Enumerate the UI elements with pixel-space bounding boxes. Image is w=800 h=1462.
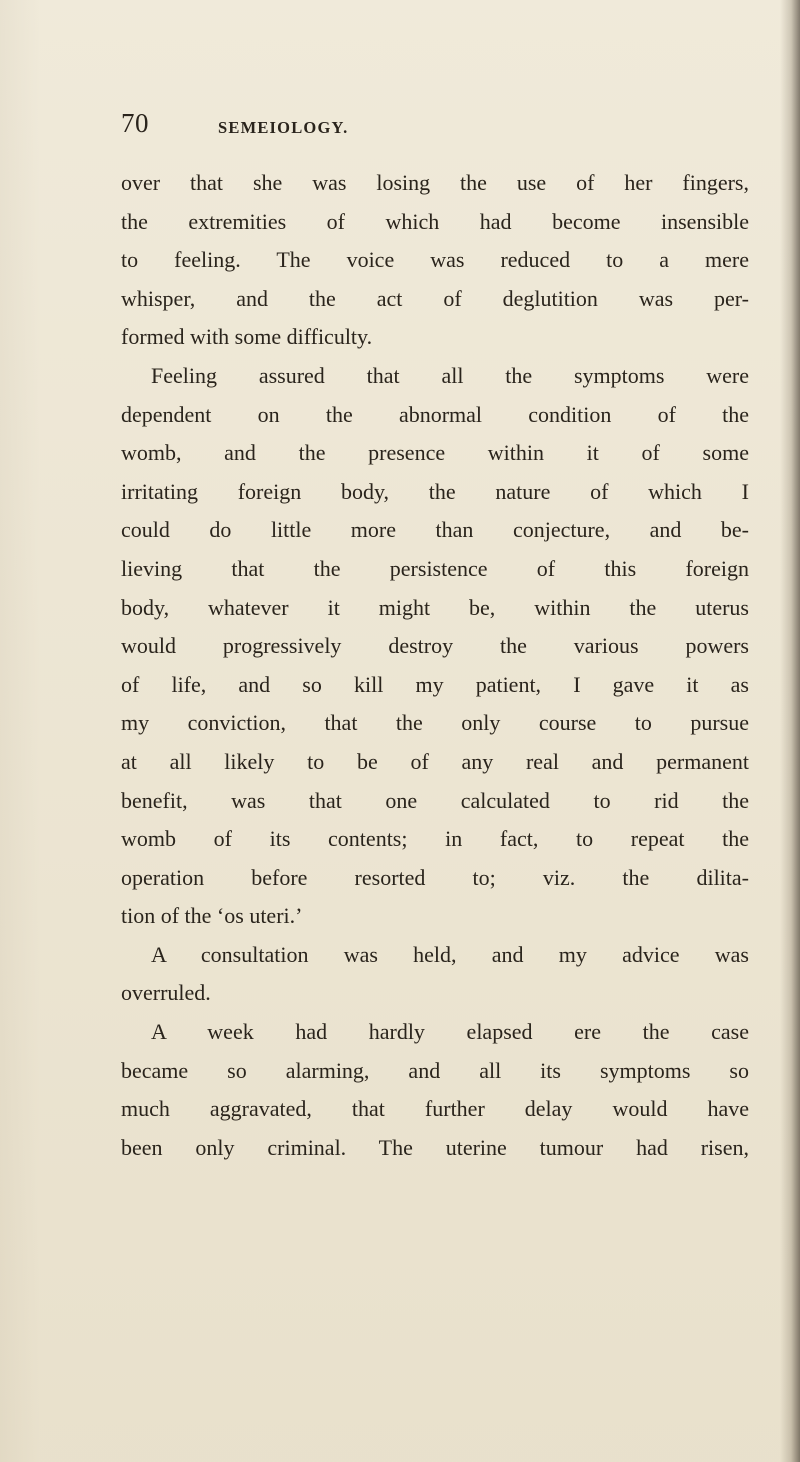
text-line: womb, and the presence within it of some	[121, 440, 749, 466]
text-line: to feeling. The voice was reduced to a mere	[121, 247, 749, 273]
text-line: operation before resorted to; viz. the dilita-	[121, 864, 749, 890]
text-line: benefit, was that one calculated to rid the	[121, 787, 749, 813]
text-line: the extremities of which had become insensible	[121, 208, 749, 234]
text-line: lieving that the persistence of this foreign	[121, 555, 749, 581]
text-line: could do little more than conjecture, and be-	[121, 517, 749, 543]
running-title: SEMEIOLOGY.	[218, 118, 349, 137]
text-line: tion of the ‘os uteri.’	[121, 903, 303, 929]
text-line: A consultation was held, and my advice was	[151, 941, 749, 967]
text-line: at all likely to be of any real and permanent	[121, 748, 749, 774]
text-line: overruled.	[121, 980, 211, 1006]
text-line: been only criminal. The uterine tumour had risen,	[121, 1134, 749, 1160]
text-line: whisper, and the act of deglutition was per-	[121, 285, 749, 311]
text-line: formed with some difficulty.	[121, 324, 373, 350]
text-line: much aggravated, that further delay would have	[121, 1096, 749, 1122]
body-text	[121, 164, 749, 1167]
text-line: womb of its contents; in fact, to repeat the	[121, 826, 749, 852]
text-line: my conviction, that the only course to pursue	[121, 710, 749, 736]
text-line: A week had hardly elapsed ere the case	[151, 1019, 749, 1045]
text-line: irritating foreign body, the nature of which I	[121, 478, 749, 504]
page-header	[121, 108, 591, 148]
text-line: body, whatever it might be, within the uterus	[121, 594, 749, 620]
text-line: of life, and so kill my patient, I gave it as	[121, 671, 749, 697]
text-line: over that she was losing the use of her fingers,	[121, 170, 749, 195]
text-line: Feeling assured that all the symptoms were	[151, 362, 749, 388]
text-line: dependent on the abnormal condition of the	[121, 401, 749, 427]
page-edge-shadow	[780, 0, 800, 1462]
page-number: 70	[121, 108, 149, 138]
text-line: would progressively destroy the various powers	[121, 633, 749, 659]
text-line: became so alarming, and all its symptoms so	[121, 1057, 749, 1083]
